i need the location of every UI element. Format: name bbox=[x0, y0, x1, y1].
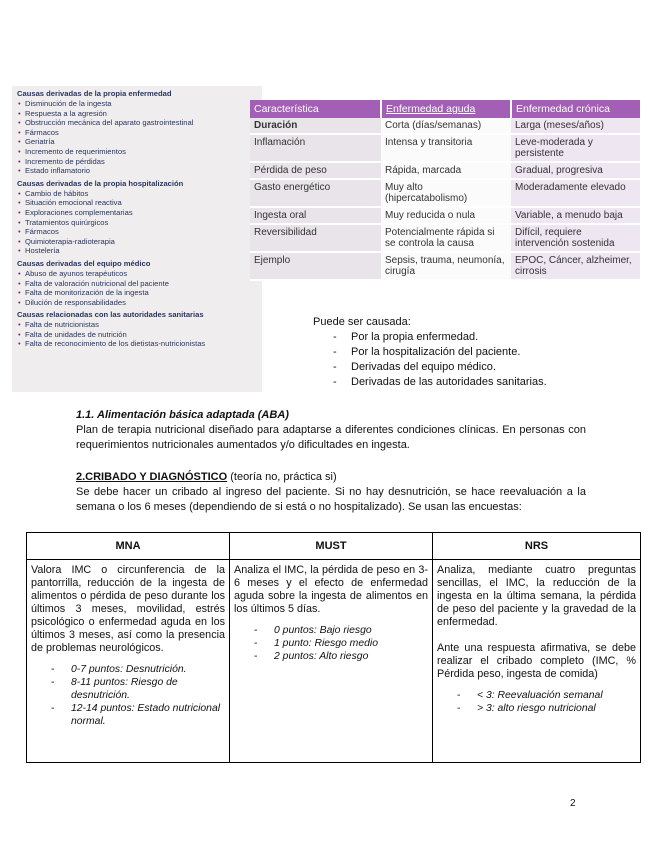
list-item: - Derivadas de las autoridades sanitarias. bbox=[333, 375, 547, 390]
list-item: • Geriatría bbox=[17, 137, 257, 147]
disease-comparison-table bbox=[250, 100, 640, 281]
must-text: Analiza el IMC, la pérdida de peso en 3-6 meses y el efecto de enfermedad aguda sobre la ingesta de alimentos en los últimos 5 días. bbox=[234, 564, 428, 615]
table-cell: Pérdida de peso bbox=[250, 162, 381, 179]
section-heading: 2.CRIBADO Y DIAGNÓSTICO bbox=[76, 471, 228, 483]
table-cell: Leve-moderada y persistente bbox=[511, 134, 640, 162]
table-cell: Intensa y transitoria bbox=[381, 134, 511, 162]
list-item: • Falta de unidades de nutrición bbox=[17, 330, 257, 340]
must-cell bbox=[230, 560, 433, 763]
causes-list bbox=[17, 320, 257, 349]
list-item: • Tratamientos quirúrgicos bbox=[17, 218, 257, 228]
column-header: MNA bbox=[27, 533, 230, 560]
table-row bbox=[250, 224, 640, 252]
list-item: • Hostelería bbox=[17, 246, 257, 256]
section-text: Plan de terapia nutricional diseñado para adaptarse a diferentes condiciones clínicas. En personas con requerimientos nutricionales aumentados y/o dificultades en ingesta. bbox=[76, 424, 586, 451]
table-cell: Gasto energético bbox=[250, 179, 381, 207]
causada-intro: Puede ser causada: bbox=[313, 316, 411, 328]
list-item: - Derivadas del equipo médico. bbox=[333, 360, 547, 375]
table-cell: Sepsis, trauma, neumonía, cirugía bbox=[381, 252, 511, 280]
section-text: Se debe hacer un cribado al ingreso del paciente. Si no hay desnutrición, se hace reevaluación a la semana o los 6 meses (dependiendo de si está o no hospitalizado). Se usan las encuestas: bbox=[76, 486, 586, 513]
nrs-cell bbox=[433, 560, 641, 763]
table-cell: Muy reducida o nula bbox=[381, 207, 511, 224]
table-cell: Duración bbox=[250, 118, 381, 134]
causes-section-title: Causas derivadas de la propia hospitalización bbox=[17, 178, 184, 188]
causes-section-title: Causas derivadas del equipo médico bbox=[17, 258, 151, 268]
table-cell: Rápida, marcada bbox=[381, 162, 511, 179]
table-cell: Ejemplo bbox=[250, 252, 381, 280]
section-aba bbox=[76, 408, 586, 453]
column-header: MUST bbox=[230, 533, 433, 560]
mna-cell bbox=[27, 560, 230, 763]
list-item: - 0 puntos: Bajo riesgo bbox=[254, 624, 428, 637]
column-header: Enfermedad aguda bbox=[381, 100, 511, 118]
must-scores bbox=[234, 624, 428, 663]
column-header: Enfermedad crónica bbox=[511, 100, 640, 118]
list-item: • Respuesta a la agresión bbox=[17, 109, 257, 119]
list-item: - Por la propia enfermedad. bbox=[333, 330, 547, 345]
table-row bbox=[250, 134, 640, 162]
table-cell: Gradual, progresiva bbox=[511, 162, 640, 179]
table-row bbox=[250, 179, 640, 207]
list-item: • Fármacos bbox=[17, 128, 257, 138]
table-cell: Difícil, requiere intervención sostenida bbox=[511, 224, 640, 252]
list-item: • Falta de valoración nutricional del paciente bbox=[17, 279, 257, 289]
page-number: 2 bbox=[570, 798, 576, 809]
list-item: - > 3: alto riesgo nutricional bbox=[457, 702, 636, 715]
list-item: • Incremento de pérdidas bbox=[17, 157, 257, 167]
table-row bbox=[250, 118, 640, 134]
list-item: • Abuso de ayunos terapéuticos bbox=[17, 269, 257, 279]
table-cell: Reversibilidad bbox=[250, 224, 381, 252]
mna-scores bbox=[31, 663, 225, 728]
list-item: - < 3: Reevaluación semanal bbox=[457, 689, 636, 702]
table-cell: Larga (meses/años) bbox=[511, 118, 640, 134]
causada-list bbox=[313, 330, 547, 390]
nrs-text-2: Ante una respuesta afirmativa, se debe realizar el cribado completo (IMC, % Pérdida peso, ingesta de comida) bbox=[437, 642, 636, 680]
table-cell: Inflamación bbox=[250, 134, 381, 162]
list-item: • Obstrucción mecánica del aparato gastrointestinal bbox=[17, 118, 257, 128]
list-item: • Cambio de hábitos bbox=[17, 189, 257, 199]
section-heading-line bbox=[76, 470, 586, 485]
causes-panel bbox=[12, 86, 262, 392]
list-item: • Disminución de la ingesta bbox=[17, 99, 257, 109]
table-cell: Potencialmente rápida si se controla la causa bbox=[381, 224, 511, 252]
column-header: NRS bbox=[433, 533, 641, 560]
nrs-text: Analiza, mediante cuatro preguntas sencillas, el IMC, la reducción de la ingesta en la última semana, la pérdida de peso del paciente y la gravedad de la enfermedad. bbox=[437, 564, 636, 628]
causes-list bbox=[17, 99, 257, 176]
list-item: • Quimioterapia-radioterapia bbox=[17, 237, 257, 247]
list-item: • Falta de reconocimiento de los dietistas-nutricionistas bbox=[17, 339, 257, 349]
screening-table bbox=[26, 532, 641, 763]
list-item: - 2 puntos: Alto riesgo bbox=[254, 650, 428, 663]
list-item: • Fármacos bbox=[17, 227, 257, 237]
table-header-row bbox=[250, 100, 640, 118]
nrs-scores bbox=[437, 689, 636, 715]
table-cell: Corta (días/semanas) bbox=[381, 118, 511, 134]
mna-text: Valora IMC o circunferencia de la pantorrilla, reducción de la ingesta de alimentos o pérdida de peso durante los últimos 3 meses, movilidad, estrés psicológico o enfermedad aguda en los últimos 3 meses, así como la presencia de problemas neurológicos. bbox=[31, 564, 225, 654]
causes-section-title: Causas derivadas de la propia enfermedad bbox=[17, 89, 172, 98]
causes-section-title: Causas relacionadas con las autoridades sanitarias bbox=[17, 310, 204, 320]
list-item: • Incremento de requerimientos bbox=[17, 147, 257, 157]
list-item: - 1 punto: Riesgo medio bbox=[254, 637, 428, 650]
table-cell: Variable, a menudo baja bbox=[511, 207, 640, 224]
list-item: • Falta de nutricionistas bbox=[17, 320, 257, 330]
list-item: • Exploraciones complementarias bbox=[17, 208, 257, 218]
list-item: - 0-7 puntos: Desnutrición. bbox=[51, 663, 225, 676]
list-item: • Falta de monitorización de la ingesta bbox=[17, 288, 257, 298]
list-item: - 8-11 puntos: Riesgo de desnutrición. bbox=[51, 676, 225, 702]
list-item: - Por la hospitalización del paciente. bbox=[333, 345, 547, 360]
list-item: - 12-14 puntos: Estado nutricional normal. bbox=[51, 702, 225, 728]
table-row bbox=[250, 162, 640, 179]
table-row bbox=[27, 560, 641, 763]
list-item: • Situación emocional reactiva bbox=[17, 198, 257, 208]
causada-block bbox=[313, 315, 547, 390]
causes-list bbox=[17, 189, 257, 256]
table-cell: EPOC, Cáncer, alzheimer, cirrosis bbox=[511, 252, 640, 280]
column-header: Característica bbox=[250, 100, 381, 118]
table-row bbox=[250, 207, 640, 224]
list-item: • Estado inflamatorio bbox=[17, 166, 257, 176]
section-note: (teoría no, práctica si) bbox=[227, 471, 337, 483]
table-header-row bbox=[27, 533, 641, 560]
causes-list bbox=[17, 269, 257, 307]
table-cell: Muy alto (hipercatabolismo) bbox=[381, 179, 511, 207]
table-row bbox=[250, 252, 640, 280]
section-cribado bbox=[76, 470, 586, 515]
table-cell: Moderadamente elevado bbox=[511, 179, 640, 207]
list-item: • Dilución de responsabilidades bbox=[17, 298, 257, 308]
table-cell: Ingesta oral bbox=[250, 207, 381, 224]
section-heading: 1.1. Alimentación básica adaptada (ABA) bbox=[76, 409, 289, 421]
